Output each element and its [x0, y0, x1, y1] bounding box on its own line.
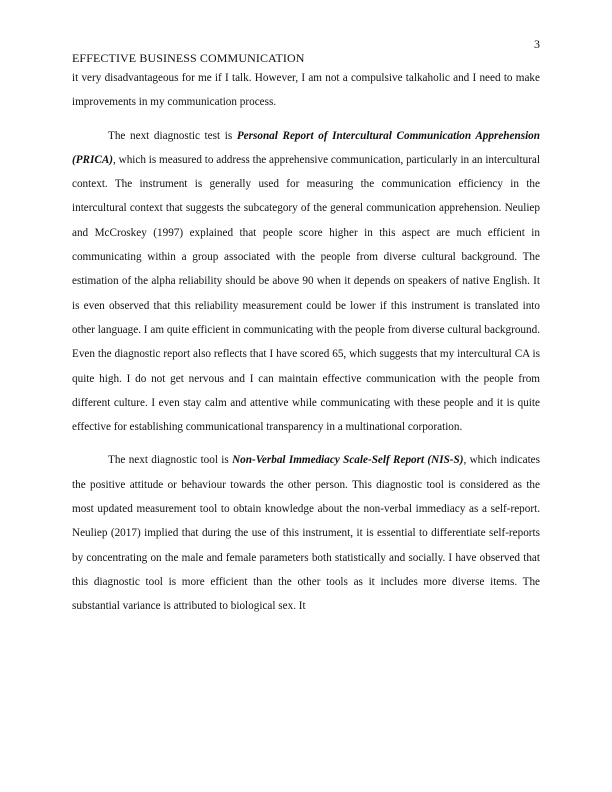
- paragraph-nis-s-body: , which indicates the positive attitude or behaviour towards the other person. This diagnostic tool is considered as the most updated measurement tool to obtain knowledge about the non-verbal immediacy as a self-report. Neuliep (2017) implied that during the use of this instrument, it is essential to differentiate self-reports by concentrating on the male and female parameters both statistically and socially. I have observed that this diagnostic tool is more efficient than the other tools as it includes more diverse items. The substantial variance is attributed to biological sex. It: [72, 454, 540, 613]
- paragraph-nis-s: [72, 448, 540, 618]
- nis-s-instrument-title: Non-Verbal Immediacy Scale-Self Report (NIS-S): [232, 454, 464, 467]
- running-head: EFFECTIVE BUSINESS COMMUNICATION: [72, 51, 305, 65]
- paragraph-prica-lead: The next diagnostic test is: [108, 129, 237, 142]
- page-number: 3: [534, 37, 540, 51]
- body-text: [72, 66, 540, 619]
- paragraph-prica-body: , which is measured to address the apprehensive communication, particularly in an intercultural context. The instrument is generally used for measuring the communication efficiency in the intercultural context that suggests the subcategory of the general communication apprehension. Neuliep and McCroskey (1997) explained that people score higher in this aspect are much efficient in communicating within a group associated with the people from diverse cultural background. The estimation of the alpha reliability should be above 90 when it depends on speakers of native English. It is even observed that this reliability measurement could be lower if this instrument is translated into other language. I am quite efficient in communicating with the people from diverse cultural background. Even the diagnostic report also reflects that I have scored 65, which suggests that my intercultural CA is quite high. I do not get nervous and I can maintain effective communication with the people from different culture. I even stay calm and attentive while communicating with these people and it is quite effective for establishing communicational transparency in a multinational corporation.: [72, 153, 540, 434]
- paragraph-nis-s-lead: The next diagnostic tool is: [108, 454, 233, 467]
- paragraph-prica: [72, 124, 540, 440]
- prica-instrument-title: Personal Report of Intercultural Communication Apprehension (PRICA): [72, 129, 540, 166]
- paragraph-continuation: it very disadvantageous for me if I talk. However, I am not a compulsive talkaholic and I need to make improvements in my communication process.: [72, 72, 540, 109]
